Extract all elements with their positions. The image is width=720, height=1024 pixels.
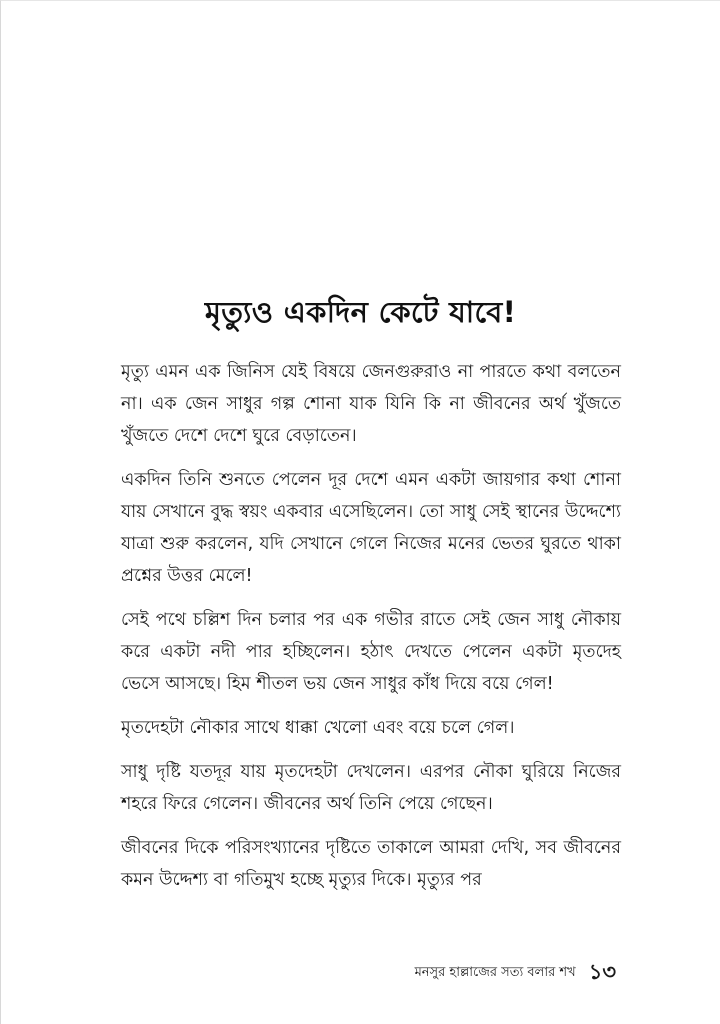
page-footer (415, 956, 616, 991)
paragraph: সাধু দৃষ্টি যতদূর যায় মৃতদেহটা দেখলেন। এরপর নৌকা ঘুরিয়ে নিজের শহরে ফিরে গেলেন। জীবনের অর্থ তিনি পেয়ে গেছেন। (121, 762, 621, 814)
paragraph: একদিন তিনি শুনতে পেলেন দূর দেশে এমন একটা জায়গার কথা শোনা যায় সেখানে বুদ্ধ স্বয়ং একবার এসেছিলেন। তো সাধু সেই স্থানের উদ্দেশ্যে যাত্রা শুরু করলেন, যদি সেখানে গেলে নিজের মনের ভেতর ঘুরতে থাকা প্রশ্নের উত্তর মেলে! (121, 470, 621, 586)
paragraph: মৃত্যু এমন এক জিনিস যেই বিষয়ে জেনগুরুরাও না পারতে কথা বলতেন না। এক জেন সাধুর গল্প শোনা যাক যিনি কি না জীবনের অর্থ খুঁজতে খুঁজতে দেশে দেশে ঘুরে বেড়াতেন। (121, 362, 621, 446)
running-head: মনসুর হাল্লাজের সত্য বলার শখ (414, 965, 576, 980)
paragraph: সেই পথে চল্লিশ দিন চলার পর এক গভীর রাতে সেই জেন সাধু নৌকায় করে একটা নদী পার হচ্ছিলেন। হঠাৎ দেখতে পেলেন একটা মৃতদেহ ভেসে আসছে। হিম শীতল ভয় জেন সাধুর কাঁধ দিয়ে বয়ে গেল! (121, 610, 621, 694)
paragraph: মৃতদেহটা নৌকার সাথে ধাক্কা খেলো এবং বয়ে চলে গেল। (121, 718, 515, 738)
page-number: ১৩ (588, 960, 616, 984)
chapter-title: মৃত্যুও একদিন কেটে যাবে! (204, 295, 517, 330)
body-text (121, 356, 621, 908)
paragraph: জীবনের দিকে পরিসংখ্যানের দৃষ্টিতে তাকালে আমরা দেখি, সব জীবনের কমন উদ্দেশ্য বা গতিমুখ হচ্ছে মৃত্যুর দিকে। মৃত্যুর পর (121, 838, 621, 890)
